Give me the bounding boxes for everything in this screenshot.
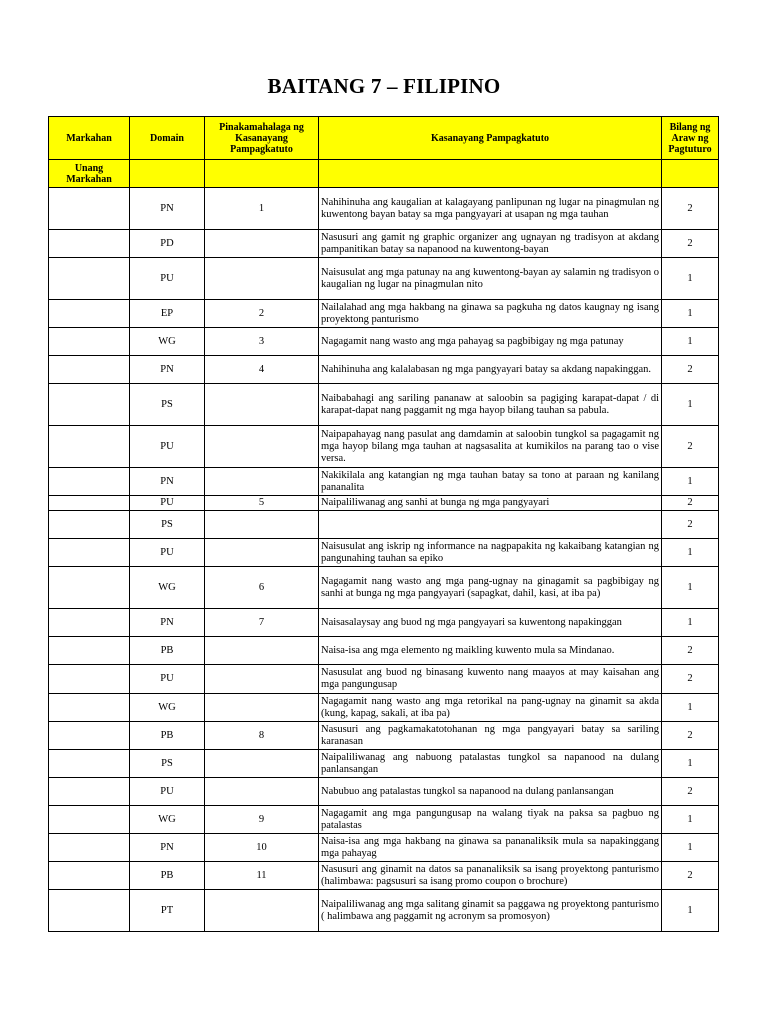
markahan-cell — [49, 750, 130, 778]
table-row — [49, 567, 719, 609]
markahan-cell — [49, 188, 130, 230]
days-cell: 2 — [662, 778, 719, 806]
mel-number-cell: 7 — [205, 609, 319, 637]
days-cell: 1 — [662, 609, 719, 637]
domain-cell: PU — [130, 665, 205, 694]
table-row — [49, 890, 719, 932]
mel-number-cell — [205, 890, 319, 932]
days-cell: 2 — [662, 722, 719, 750]
markahan-cell — [49, 806, 130, 834]
mel-number-cell — [205, 230, 319, 258]
domain-cell: PU — [130, 539, 205, 567]
days-cell: 1 — [662, 694, 719, 722]
days-cell: 1 — [662, 258, 719, 300]
table-row — [49, 468, 719, 496]
skill-cell: Nahihinuha ang kalalabasan ng mga pangyayari batay sa akdang napakinggan. — [319, 356, 662, 384]
days-cell: 2 — [662, 665, 719, 694]
header-pinakamahalaga: Pinakamahalaga ng Kasanayang Pampagkatuto — [205, 117, 319, 160]
mel-number-cell — [205, 511, 319, 539]
quarter-label: Unang Markahan — [49, 160, 130, 188]
table-row — [49, 862, 719, 890]
days-cell: 1 — [662, 468, 719, 496]
domain-cell: PU — [130, 258, 205, 300]
markahan-cell — [49, 356, 130, 384]
skill-cell: Naipaliliwanag ang sanhi at bunga ng mga pangyayari — [319, 496, 662, 511]
domain-cell: WG — [130, 694, 205, 722]
skill-cell: Naipaliliwanag ang mga salitang ginamit sa paggawa ng proyektong panturismo ( halimbawa ang paggamit ng acronym sa promosyon) — [319, 890, 662, 932]
mel-number-cell — [205, 258, 319, 300]
mel-number-cell — [205, 750, 319, 778]
markahan-cell — [49, 230, 130, 258]
mel-number-cell: 9 — [205, 806, 319, 834]
table-row — [49, 750, 719, 778]
domain-cell: PN — [130, 468, 205, 496]
table-row — [49, 665, 719, 694]
skill-cell: Naipapahayag nang pasulat ang damdamin at saloobin tungkol sa pagagamit ng mga hayop bilang mga tauhan at nagsasalita at kumikilos na parang tao o vise versa. — [319, 426, 662, 468]
domain-cell: PB — [130, 862, 205, 890]
domain-cell: PS — [130, 511, 205, 539]
markahan-cell — [49, 567, 130, 609]
domain-cell: WG — [130, 567, 205, 609]
table-row — [49, 496, 719, 511]
markahan-cell — [49, 496, 130, 511]
markahan-cell — [49, 468, 130, 496]
days-cell: 2 — [662, 637, 719, 665]
days-cell: 2 — [662, 426, 719, 468]
skill-cell: Nagagamit nang wasto ang mga pang-ugnay na ginagamit sa pagbibigay ng sanhi at bunga ng mga pangyayari (sapagkat, dahil, kasi, at iba pa) — [319, 567, 662, 609]
skill-cell: Nagagamit nang wasto ang mga pahayag sa pagbibigay ng mga patunay — [319, 328, 662, 356]
days-cell: 2 — [662, 188, 719, 230]
mel-number-cell: 4 — [205, 356, 319, 384]
domain-cell: PT — [130, 890, 205, 932]
table-row — [49, 778, 719, 806]
domain-cell: WG — [130, 328, 205, 356]
table-header-row — [49, 117, 719, 160]
skill-cell: Naisa-isa ang mga hakbang na ginawa sa pananaliksik mula sa napakinggang mga pahayag — [319, 834, 662, 862]
skill-cell: Nasusuri ang pagkamakatotohanan ng mga pangyayari batay sa sariling karanasan — [319, 722, 662, 750]
skill-cell: Naisusulat ang mga patunay na ang kuwentong-bayan ay salamin ng tradisyon o kaugalian ng lugar na pinagmulan nito — [319, 258, 662, 300]
domain-cell: PN — [130, 609, 205, 637]
domain-cell: PN — [130, 834, 205, 862]
mel-number-cell: 1 — [205, 188, 319, 230]
domain-cell: PU — [130, 496, 205, 511]
table-row — [49, 511, 719, 539]
table-row — [49, 637, 719, 665]
days-cell: 1 — [662, 539, 719, 567]
skill-cell: Naisusulat ang iskrip ng informance na nagpapakita ng kakaibang katangian ng pangunahing tauhan sa epiko — [319, 539, 662, 567]
domain-cell: PS — [130, 384, 205, 426]
domain-cell: PU — [130, 426, 205, 468]
mel-number-cell: 3 — [205, 328, 319, 356]
mel-number-cell — [205, 637, 319, 665]
skill-cell: Nasusuri ang ginamit na datos sa pananaliksik sa isang proyektong panturismo (halimbawa: pagsusuri sa isang promo coupon o brochure) — [319, 862, 662, 890]
header-bilang: Bilang ng Araw ng Pagtuturo — [662, 117, 719, 160]
header-kasanayan: Kasanayang Pampagkatuto — [319, 117, 662, 160]
mel-number-cell: 11 — [205, 862, 319, 890]
markahan-cell — [49, 862, 130, 890]
markahan-cell — [49, 694, 130, 722]
skill-cell: Nabubuo ang patalastas tungkol sa napanood na dulang panlansangan — [319, 778, 662, 806]
mel-number-cell — [205, 778, 319, 806]
markahan-cell — [49, 258, 130, 300]
days-cell: 1 — [662, 750, 719, 778]
skill-cell: Nahihinuha ang kaugalian at kalagayang panlipunan ng lugar na pinagmulan ng kuwentong bayan batay sa mga pangyayari at usapan ng mga tauhan — [319, 188, 662, 230]
domain-cell: PN — [130, 356, 205, 384]
skill-cell: Nagagamit ang mga pangungusap na walang tiyak na paksa sa pagbuo ng patalastas — [319, 806, 662, 834]
mel-number-cell — [205, 468, 319, 496]
skill-cell: Nasusulat ang buod ng binasang kuwento nang maayos at may kaisahan ang mga pangungusap — [319, 665, 662, 694]
page-title: BAITANG 7 – FILIPINO — [267, 74, 501, 98]
domain-cell: PB — [130, 637, 205, 665]
mel-number-cell — [205, 694, 319, 722]
quarter-row — [49, 160, 719, 188]
days-cell: 1 — [662, 300, 719, 328]
days-cell: 1 — [662, 328, 719, 356]
table-row — [49, 300, 719, 328]
markahan-cell — [49, 778, 130, 806]
markahan-cell — [49, 834, 130, 862]
header-markahan: Markahan — [49, 117, 130, 160]
table-row — [49, 328, 719, 356]
curriculum-table — [48, 116, 719, 932]
domain-cell: PS — [130, 750, 205, 778]
days-cell: 2 — [662, 230, 719, 258]
days-cell: 2 — [662, 862, 719, 890]
days-cell: 1 — [662, 834, 719, 862]
markahan-cell — [49, 384, 130, 426]
mel-number-cell: 2 — [205, 300, 319, 328]
domain-cell: EP — [130, 300, 205, 328]
mel-number-cell: 6 — [205, 567, 319, 609]
mel-number-cell: 5 — [205, 496, 319, 511]
markahan-cell — [49, 426, 130, 468]
table-row — [49, 539, 719, 567]
domain-cell: WG — [130, 806, 205, 834]
days-cell: 1 — [662, 806, 719, 834]
markahan-cell — [49, 890, 130, 932]
table-row — [49, 356, 719, 384]
markahan-cell — [49, 511, 130, 539]
domain-cell: PD — [130, 230, 205, 258]
table-row — [49, 258, 719, 300]
domain-cell: PB — [130, 722, 205, 750]
table-row — [49, 426, 719, 468]
domain-cell: PN — [130, 188, 205, 230]
days-cell: 2 — [662, 496, 719, 511]
mel-number-cell — [205, 384, 319, 426]
header-domain: Domain — [130, 117, 205, 160]
skill-cell: Nasusuri ang gamit ng graphic organizer ang ugnayan ng tradisyon at akdang pampanitikan batay sa napanood na kuwentong-bayan — [319, 230, 662, 258]
table-row — [49, 188, 719, 230]
mel-number-cell: 8 — [205, 722, 319, 750]
table-row — [49, 609, 719, 637]
markahan-cell — [49, 722, 130, 750]
days-cell: 2 — [662, 356, 719, 384]
markahan-cell — [49, 637, 130, 665]
markahan-cell — [49, 539, 130, 567]
table-row — [49, 230, 719, 258]
skill-cell: Naisasalaysay ang buod ng mga pangyayari sa kuwentong napakinggan — [319, 609, 662, 637]
markahan-cell — [49, 300, 130, 328]
days-cell: 1 — [662, 567, 719, 609]
mel-number-cell — [205, 665, 319, 694]
table-row — [49, 384, 719, 426]
mel-number-cell — [205, 426, 319, 468]
skill-cell: Nakikilala ang katangian ng mga tauhan batay sa tono at paraan ng kanilang pananalita — [319, 468, 662, 496]
days-cell: 1 — [662, 384, 719, 426]
mel-number-cell — [205, 539, 319, 567]
markahan-cell — [49, 665, 130, 694]
markahan-cell — [49, 328, 130, 356]
table-row — [49, 694, 719, 722]
domain-cell: PU — [130, 778, 205, 806]
skill-cell: Naisa-isa ang mga elemento ng maikling kuwento mula sa Mindanao. — [319, 637, 662, 665]
days-cell: 1 — [662, 890, 719, 932]
skill-cell: Naibabahagi ang sariling pananaw at saloobin sa pagiging karapat-dapat / di karapat-dapat nang paggamit ng mga hayop bilang tauhan sa pabula. — [319, 384, 662, 426]
skill-cell: Naipaliliwanag ang nabuong patalastas tungkol sa napanood na dulang panlansangan — [319, 750, 662, 778]
skill-cell — [319, 511, 662, 539]
table-row — [49, 806, 719, 834]
skill-cell: Nagagamit nang wasto ang mga retorikal na pang-ugnay na ginamit sa akda (kung, kapag, sakali, at iba pa) — [319, 694, 662, 722]
days-cell: 2 — [662, 511, 719, 539]
mel-number-cell: 10 — [205, 834, 319, 862]
skill-cell: Nailalahad ang mga hakbang na ginawa sa pagkuha ng datos kaugnay ng isang proyektong panturismo — [319, 300, 662, 328]
markahan-cell — [49, 609, 130, 637]
table-row — [49, 834, 719, 862]
table-row — [49, 722, 719, 750]
